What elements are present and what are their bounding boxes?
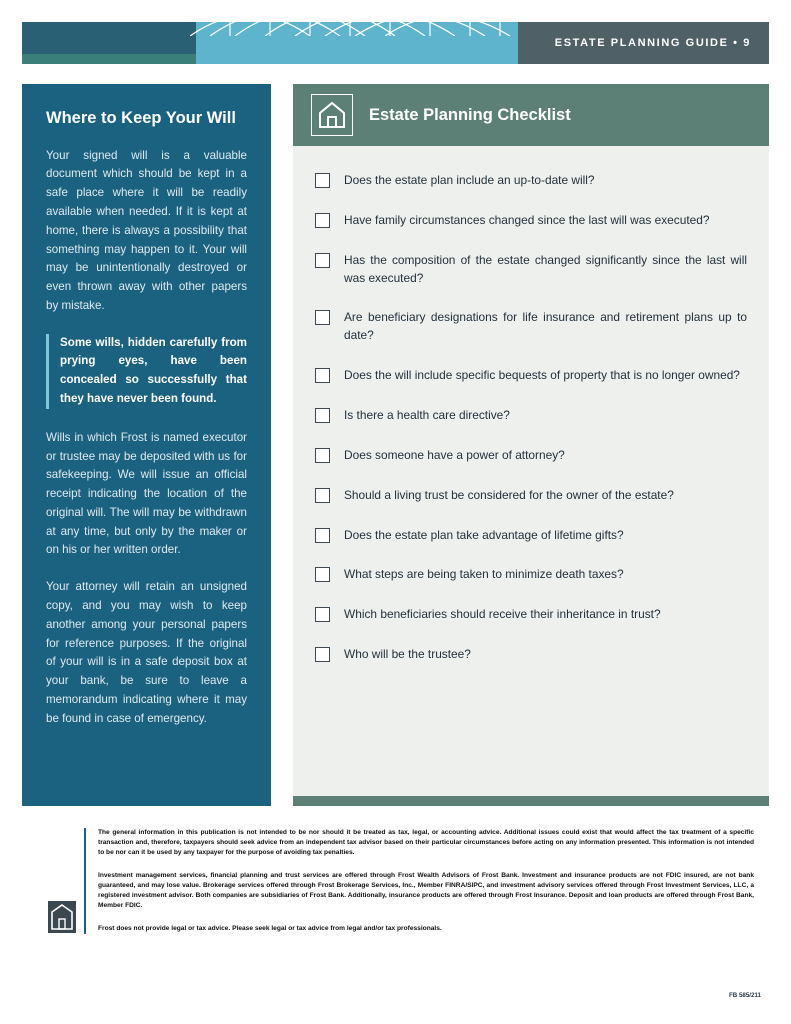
disclaimer-paragraph-3: Frost does not provide legal or tax advice. Please seek legal or tax advice from legal and/or tax professionals. [98, 924, 442, 932]
checkbox-icon[interactable] [315, 647, 330, 662]
checkbox-icon[interactable] [315, 567, 330, 582]
checkbox-icon[interactable] [315, 310, 330, 325]
checklist-row[interactable] [315, 212, 747, 230]
pull-quote [46, 334, 247, 409]
disclaimer-text [84, 828, 754, 934]
checklist-row[interactable] [315, 566, 747, 584]
left-panel-title: Where to Keep Your Will [46, 109, 236, 127]
checklist-row[interactable] [315, 646, 747, 664]
checklist-row[interactable] [315, 309, 747, 345]
checklist-header [293, 84, 769, 146]
header-left-block [22, 22, 196, 64]
checklist-row[interactable] [315, 606, 747, 624]
header-label: ESTATE PLANNING GUIDE • 9 [554, 37, 751, 49]
checklist-row[interactable] [315, 527, 747, 545]
checkbox-icon[interactable] [315, 528, 330, 543]
checklist-row[interactable] [315, 252, 747, 288]
checklist-row[interactable] [315, 487, 747, 505]
checkbox-icon[interactable] [315, 173, 330, 188]
left-paragraph-3: Your attorney will retain an unsigned copy, and you may wish to keep another among your personal papers for reference purposes. If the original of your will is in a safe deposit box at your bank, be sure to leave a memorandum indicating where it may be found in case of emergency. [46, 580, 247, 725]
checklist-item-label: What steps are being taken to minimize death taxes? [344, 567, 624, 582]
left-paragraph-1: Your signed will is a valuable document which should be kept in a safe place where it will be readily available when needed. If it is kept at home, there is always a possibility that something may happen to it. Your will may be unintentionally destroyed or even thrown away with other papers by mistake. [46, 148, 247, 312]
arcs-decoration-icon [190, 0, 520, 36]
document-code: FB 585/211 [729, 992, 761, 999]
checklist-item-label: Should a living trust be considered for the owner of the estate? [344, 487, 674, 502]
checklist-item-label: Who will be the trustee? [344, 647, 471, 662]
checkbox-icon[interactable] [315, 213, 330, 228]
checklist-item-label: Have family circumstances changed since the last will was executed? [344, 212, 710, 227]
checkbox-icon[interactable] [315, 253, 330, 268]
checklist-item-label: Has the composition of the estate changed significantly since the last will was executed? [344, 252, 747, 285]
checklist-item-label: Is there a health care directive? [344, 408, 510, 423]
checklist-item-label: Does the estate plan include an up-to-date will? [344, 173, 595, 187]
checklist-item-label: Does the will include specific bequests of property that is no longer owned? [344, 368, 740, 383]
pull-quote-text: Some wills, hidden carefully from prying eyes, have been concealed so successfully that they have never been found. [60, 335, 247, 405]
checklist-row[interactable] [315, 172, 747, 190]
bank-building-icon [47, 900, 77, 934]
header-right-block [518, 22, 769, 64]
checklist-item-label: Are beneficiary designations for life insurance and retirement plans up to date? [344, 310, 747, 343]
checklist-row[interactable] [315, 367, 747, 385]
left-paragraph-2: Wills in which Frost is named executor or trustee may be deposited with us for safekeeping. We will issue an official receipt indicating the location of the original will. The will may be withdrawn at any time, but only by the maker or on his or her written order. [46, 430, 247, 557]
estate-planning-checklist-panel [293, 84, 769, 806]
checklist-items [293, 146, 769, 696]
checkbox-icon[interactable] [315, 408, 330, 423]
checklist-title: Estate Planning Checklist [369, 105, 571, 124]
checkbox-icon[interactable] [315, 368, 330, 383]
where-to-keep-your-will-panel [22, 84, 271, 806]
checklist-row[interactable] [315, 407, 747, 425]
disclaimer-section [22, 822, 769, 1007]
disclaimer-paragraph-1: The general information in this publication is not intended to be nor should it be treated as tax, legal, or accounting advice. Additional issues could exist that would affect the tax treatment of a specific transaction and, therefore, taxpayers should seek advice from an independent tax advisor based on their particular circumstances before acting on any information presented. This information is not intended to be nor can it be used by any taxpayer for the purpose of avoiding tax penalties. [98, 829, 754, 857]
checklist-item-label: Does someone have a power of attorney? [344, 447, 565, 462]
house-icon [311, 94, 353, 136]
checkbox-icon[interactable] [315, 448, 330, 463]
disclaimer-paragraph-2: Investment management services, financial planning and trust services are offered through Frost Wealth Advisors of Frost Bank. Investment and insurance products are not FDIC insured, are not bank guaranteed, and may lose value. Brokerage services offered through Frost Brokerage Services, Inc., Member FINRA/SIPC, and investment advisory services offered through Frost Investment Services, LLC, a registered investment advisor. Both companies are subsidiaries of Frost Bank. Additionally, insurance products are offered through Frost Insurance. Deposit and loan products are offered through Frost Bank, Member FDIC. [98, 871, 754, 910]
checklist-footer-bar [293, 796, 769, 806]
checklist-item-label: Which beneficiaries should receive their inheritance in trust? [344, 607, 661, 622]
checkbox-icon[interactable] [315, 607, 330, 622]
checklist-item-label: Does the estate plan take advantage of lifetime gifts? [344, 527, 624, 542]
checklist-row[interactable] [315, 447, 747, 465]
checkbox-icon[interactable] [315, 488, 330, 503]
